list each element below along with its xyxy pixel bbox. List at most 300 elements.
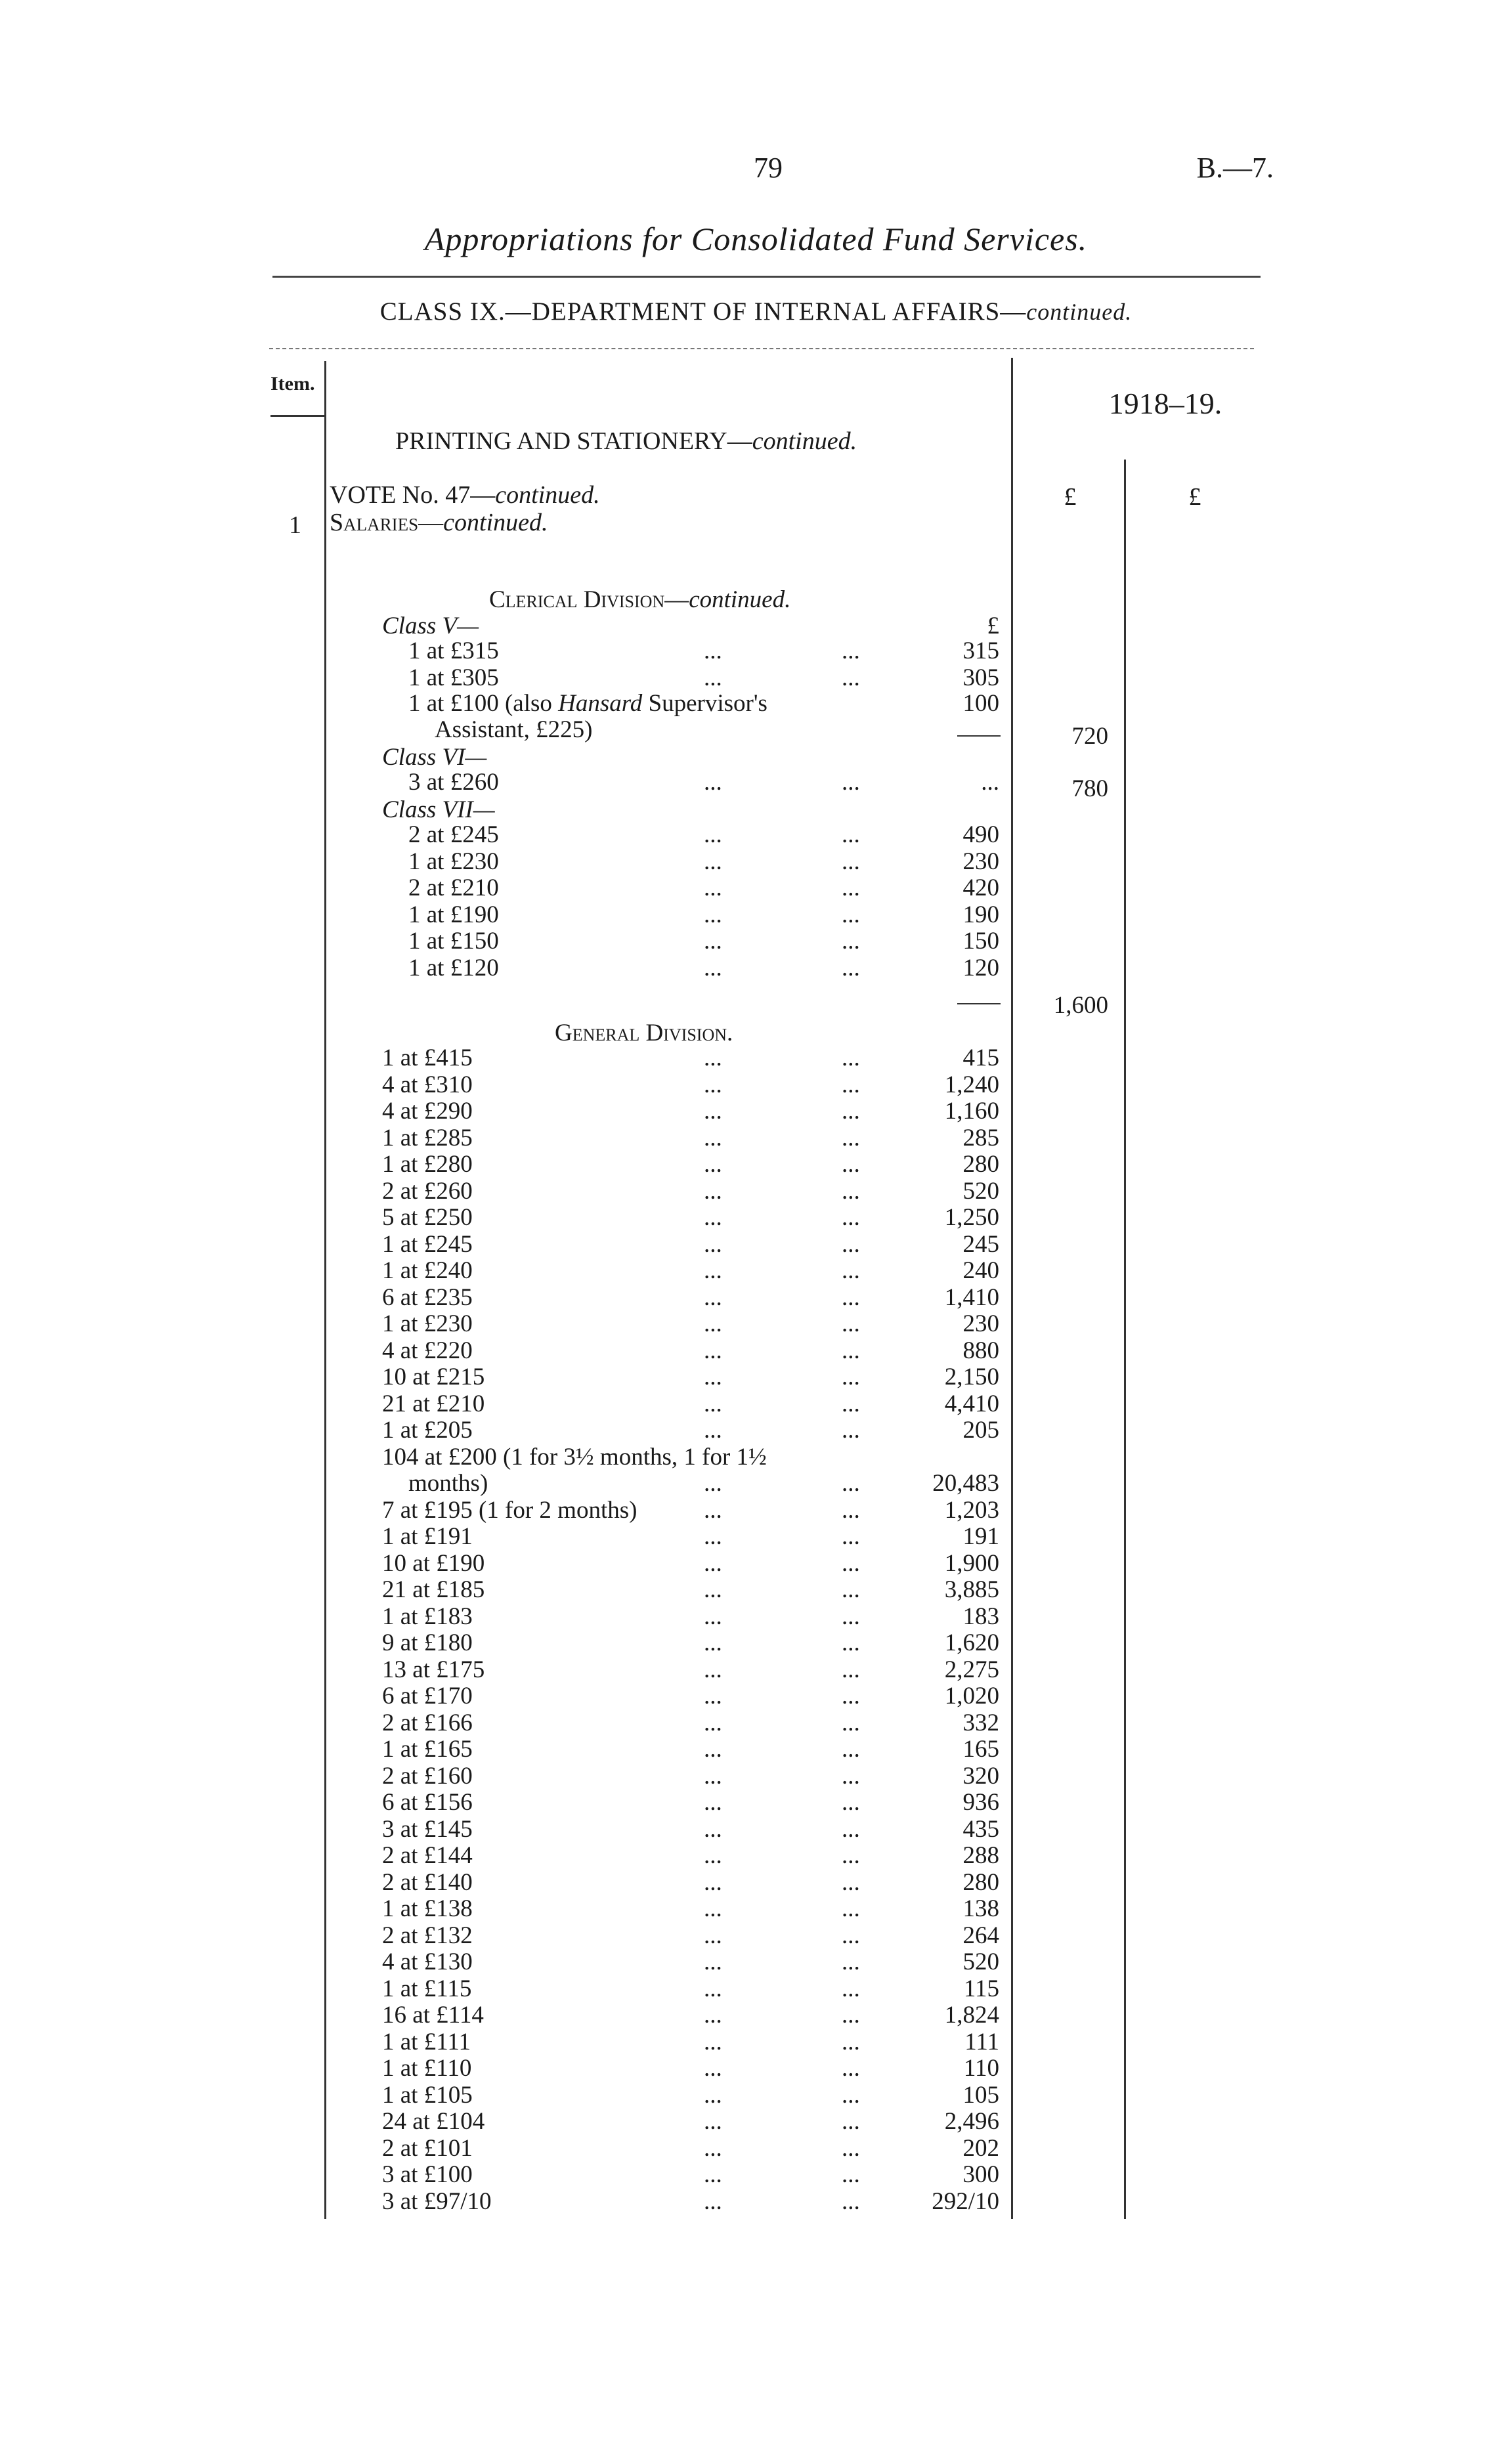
row-amount: 1,240	[944, 1071, 999, 1098]
row-amount: 1,160	[944, 1098, 999, 1125]
row-amount: 332	[962, 1709, 999, 1736]
leader-dots: ...	[842, 2002, 860, 2029]
ledger-row	[382, 1285, 999, 1311]
hansard-label-italic: Hansard	[558, 690, 643, 717]
leader-dots: ...	[842, 1177, 860, 1205]
row-label: 1 at £315	[408, 637, 499, 664]
leader-dots: ...	[842, 1470, 860, 1497]
row-amount: 105	[962, 2081, 999, 2109]
ledger-row	[382, 2055, 999, 2082]
leader-dots: ...	[704, 1257, 722, 1284]
leader-dots: ...	[704, 1177, 722, 1205]
leader-dots: ...	[704, 637, 722, 664]
item-column-rule	[324, 361, 326, 2219]
class-vii-sum-rule	[957, 1003, 1001, 1004]
salaries-heading-text: Salaries—	[330, 509, 444, 536]
leader-dots: ...	[704, 2108, 722, 2135]
ledger-row	[382, 1497, 999, 1524]
row-amount: 4,410	[944, 1390, 999, 1417]
row-amount: 183	[962, 1602, 999, 1630]
ledger-row	[382, 665, 999, 691]
row-amount: 110	[963, 2055, 999, 2082]
row-amount: 300	[962, 2161, 999, 2188]
leader-dots: ...	[842, 1151, 860, 1178]
leader-dots: ...	[842, 901, 860, 928]
leader-dots: ...	[704, 2134, 722, 2162]
leader-dots: ...	[842, 1895, 860, 1922]
leader-dots: ...	[704, 1204, 722, 1231]
row-amount: 1,824	[944, 2002, 999, 2029]
leader-dots: ...	[704, 2161, 722, 2188]
vote-heading-text: VOTE No. 47—	[330, 481, 496, 509]
leader-dots: ...	[842, 848, 860, 875]
ledger-row	[382, 1736, 999, 1763]
leader-dots: ...	[842, 2055, 860, 2082]
total-column-rule	[1124, 460, 1126, 2219]
ledger-row	[382, 875, 999, 901]
ledger-row	[382, 849, 999, 875]
salaries-heading	[330, 508, 548, 537]
row-label: 9 at £180	[382, 1629, 473, 1656]
row-amount: 315	[962, 637, 999, 664]
row-label: 1 at £285	[382, 1124, 473, 1151]
row-label: 2 at £160	[382, 1762, 473, 1790]
leader-dots: ...	[842, 1230, 860, 1258]
special-row-label: 104 at £200 (1 for 3½ months, 1 for 1½	[382, 1443, 767, 1471]
row-amount: 205	[962, 1417, 999, 1444]
leader-dots: ...	[842, 928, 860, 955]
pound-header-total: £	[1188, 483, 1201, 511]
leader-dots: ...	[704, 1815, 722, 1843]
clerical-division-heading	[489, 586, 790, 614]
row-label: 1 at £111	[382, 2028, 471, 2055]
title-rule	[272, 276, 1261, 278]
hansard-label-line2: Assistant, £225)	[435, 716, 593, 743]
row-amount: 230	[962, 848, 999, 875]
ledger-row	[382, 2082, 999, 2109]
clerical-pound-sign: £	[987, 612, 999, 639]
class-v-sum-rule	[957, 735, 1001, 737]
leader-dots: ...	[842, 637, 860, 664]
ledger-row	[382, 1311, 999, 1337]
ledger-row	[382, 1763, 999, 1790]
leader-dots: ...	[842, 1629, 860, 1656]
special-row	[382, 1444, 999, 1471]
leader-dots: ...	[842, 1523, 860, 1550]
document-reference: B.—7.	[1196, 152, 1274, 184]
leader-dots: ...	[704, 1098, 722, 1125]
row-amount: 280	[962, 1868, 999, 1896]
leader-dots: ...	[704, 1496, 722, 1524]
row-amount: 240	[962, 1257, 999, 1284]
leader-dots: ...	[842, 1337, 860, 1364]
vote-heading	[330, 481, 600, 509]
ledger-row	[382, 1870, 999, 1896]
leader-dots: ...	[842, 1204, 860, 1231]
leader-dots: ...	[842, 1496, 860, 1524]
special-row-amount: 20,483	[932, 1470, 999, 1497]
leader-dots: ...	[842, 874, 860, 901]
leader-dots: ...	[842, 1071, 860, 1098]
leader-dots: ...	[842, 1922, 860, 1949]
leader-dots: ...	[842, 1364, 860, 1390]
row-label: 1 at £230	[382, 1310, 473, 1337]
leader-dots: ...	[704, 2055, 722, 2082]
row-amount: 880	[962, 1337, 999, 1364]
ledger-row	[382, 1896, 999, 1922]
ledger-row	[382, 1710, 999, 1736]
leader-dots: ...	[842, 1257, 860, 1284]
row-label: 1 at £120	[408, 954, 499, 981]
leader-dots: ...	[704, 1364, 722, 1390]
row-amount: 280	[962, 1151, 999, 1178]
row-amount: 490	[962, 821, 999, 848]
leader-dots: ...	[842, 1576, 860, 1603]
row-label: 1 at £190	[408, 901, 499, 928]
ledger-row	[382, 2189, 999, 2215]
ledger-row	[382, 1338, 999, 1364]
hansard-row-continued	[382, 717, 999, 743]
leader-dots: ...	[842, 2081, 860, 2109]
ledger-row	[382, 1923, 999, 1949]
leader-dots: ...	[704, 1576, 722, 1603]
ledger-row	[382, 822, 999, 848]
ledger-row	[382, 1976, 999, 2002]
row-label: 4 at £290	[382, 1098, 473, 1125]
row-amount: 415	[962, 1044, 999, 1071]
ledger-row	[382, 1524, 999, 1550]
leader-dots: ...	[704, 1709, 722, 1736]
row-amount: 165	[962, 1736, 999, 1763]
class-heading-text: CLASS IX.—DEPARTMENT OF INTERNAL AFFAIRS—	[379, 297, 1027, 326]
ledger-row	[382, 1604, 999, 1630]
leader-dots: ...	[842, 1044, 860, 1071]
leader-dots: ...	[842, 1124, 860, 1151]
leader-dots: ...	[842, 2108, 860, 2135]
row-label: 4 at £310	[382, 1071, 473, 1098]
hansard-label	[408, 691, 767, 717]
row-label: 3 at £100	[382, 2161, 473, 2188]
leader-dots: ...	[842, 1815, 860, 1843]
class-vii-total: 1,600	[1053, 992, 1108, 1019]
row-label: 2 at £166	[382, 1709, 473, 1736]
leader-dots: ...	[704, 769, 722, 796]
row-amount: 1,900	[944, 1549, 999, 1577]
row-label: 6 at £170	[382, 1683, 473, 1709]
row-amount: 111	[964, 2028, 999, 2055]
row-amount: 115	[963, 1975, 999, 2002]
leader-dots: ...	[842, 2161, 860, 2188]
row-label: 1 at £191	[382, 1523, 473, 1550]
row-label: 21 at £185	[382, 1576, 485, 1603]
row-amount: 1,203	[944, 1496, 999, 1524]
row-label: 2 at £260	[382, 1177, 473, 1205]
leader-dots: ...	[704, 901, 722, 928]
ledger-row	[382, 1151, 999, 1178]
ledger-row	[382, 1178, 999, 1205]
row-amount: 2,496	[944, 2108, 999, 2135]
row-amount: 1,020	[944, 1683, 999, 1709]
row-amount: 202	[962, 2134, 999, 2162]
row-amount: 285	[962, 1124, 999, 1151]
row-label: 2 at £140	[382, 1868, 473, 1896]
page-title: Appropriations for Consolidated Fund Services.	[424, 221, 1088, 257]
section-title	[395, 427, 857, 456]
row-label: 4 at £130	[382, 1948, 473, 1975]
row-amount: 292/10	[932, 2187, 999, 2215]
leader-dots: ...	[704, 1922, 722, 1949]
detail-column-rule	[1011, 358, 1013, 2219]
row-label: 1 at £230	[408, 848, 499, 875]
row-amount: 936	[962, 1789, 999, 1816]
ledger-row	[382, 2029, 999, 2055]
ledger-row	[382, 1683, 999, 1709]
ledger-row	[382, 2162, 999, 2188]
class-vi-label: 3 at £260	[408, 769, 499, 796]
leader-dots: ...	[842, 1868, 860, 1896]
class-v-heading: Class V—	[382, 612, 479, 639]
leader-dots: ...	[842, 1390, 860, 1417]
leader-dots: ...	[704, 1549, 722, 1577]
ledger-row	[382, 2002, 999, 2029]
row-amount: 420	[962, 874, 999, 901]
leader-dots: ...	[842, 664, 860, 691]
section-title-text: PRINTING AND STATIONERY—	[395, 427, 752, 455]
ledger-row	[382, 1816, 999, 1843]
class-heading	[0, 297, 1512, 326]
salaries-heading-continued: continued.	[443, 509, 548, 536]
row-label: 1 at £105	[382, 2081, 473, 2109]
leader-dots: ...	[704, 928, 722, 955]
row-amount: 1,620	[944, 1629, 999, 1656]
row-label: 1 at £305	[408, 664, 499, 691]
row-label: 7 at £195 (1 for 2 months)	[382, 1496, 637, 1524]
leader-dots: ...	[842, 769, 860, 796]
leader-dots: ...	[842, 1975, 860, 2002]
row-label: 1 at £205	[382, 1417, 473, 1444]
row-amount: 3,885	[944, 1576, 999, 1603]
row-label: 16 at £114	[382, 2002, 484, 2029]
row-amount: 305	[962, 664, 999, 691]
row-label: 21 at £210	[382, 1390, 485, 1417]
hansard-label-part1: 1 at £100 (also	[408, 690, 559, 717]
row-amount: 2,150	[944, 1364, 999, 1390]
row-label: 1 at £415	[382, 1044, 473, 1071]
page-number: 79	[754, 152, 783, 184]
section-title-continued: continued.	[752, 427, 857, 455]
leader-dots: ...	[842, 1310, 860, 1337]
class-vi-row	[382, 769, 999, 796]
hansard-amount: 100	[962, 690, 999, 717]
row-label: 10 at £190	[382, 1549, 485, 1577]
row-amount: 264	[962, 1922, 999, 1949]
leader-dots: ...	[704, 1044, 722, 1071]
ledger-row	[382, 1391, 999, 1417]
leader-dots: ...	[842, 1762, 860, 1790]
leader-dots: ...	[842, 1417, 860, 1444]
ledger-row	[382, 1843, 999, 1869]
row-label: 6 at £235	[382, 1283, 473, 1311]
special-row-continued	[382, 1471, 999, 1497]
row-label: 4 at £220	[382, 1337, 473, 1364]
class-vi-amount: ...	[981, 769, 999, 796]
leader-dots: ...	[704, 1151, 722, 1178]
row-label: 1 at £240	[382, 1257, 473, 1284]
leader-dots: ...	[704, 1602, 722, 1630]
leader-dots: ...	[704, 1975, 722, 2002]
leader-dots: ...	[704, 2187, 722, 2215]
leader-dots: ...	[842, 1602, 860, 1630]
class-heading-rule	[269, 348, 1254, 349]
leader-dots: ...	[704, 2028, 722, 2055]
ledger-row	[382, 1232, 999, 1258]
leader-dots: ...	[704, 1124, 722, 1151]
row-label: 2 at £132	[382, 1922, 473, 1949]
row-label: 2 at £245	[408, 821, 499, 848]
row-amount: 520	[962, 1948, 999, 1975]
ledger-row	[382, 1205, 999, 1231]
item-column-header: Item.	[270, 373, 315, 395]
leader-dots: ...	[842, 1948, 860, 1975]
leader-dots: ...	[704, 1842, 722, 1869]
row-label: 1 at £150	[408, 928, 499, 955]
leader-dots: ...	[704, 1948, 722, 1975]
leader-dots: ...	[704, 1789, 722, 1816]
row-label: 1 at £183	[382, 1602, 473, 1630]
row-amount: 230	[962, 1310, 999, 1337]
leader-dots: ...	[704, 1390, 722, 1417]
row-label: 10 at £215	[382, 1364, 485, 1390]
row-amount: 138	[962, 1895, 999, 1922]
row-amount: 191	[962, 1523, 999, 1550]
leader-dots: ...	[842, 1683, 860, 1709]
leader-dots: ...	[704, 954, 722, 981]
leader-dots: ...	[704, 1283, 722, 1311]
class-v-total: 720	[1071, 723, 1108, 750]
row-amount: 435	[962, 1815, 999, 1843]
leader-dots: ...	[704, 1895, 722, 1922]
row-label: 2 at £101	[382, 2134, 473, 2162]
ledger-row	[382, 902, 999, 928]
leader-dots: ...	[842, 1789, 860, 1816]
row-amount: 2,275	[944, 1656, 999, 1683]
leader-dots: ...	[842, 1709, 860, 1736]
leader-dots: ...	[704, 1071, 722, 1098]
ledger-row	[382, 1657, 999, 1683]
row-label: 6 at £156	[382, 1789, 473, 1816]
general-division-heading: General Division.	[555, 1020, 733, 1046]
row-label: 1 at £110	[382, 2055, 472, 2082]
row-amount: 288	[962, 1842, 999, 1869]
leader-dots: ...	[704, 1629, 722, 1656]
ledger-row	[382, 638, 999, 664]
leader-dots: ...	[704, 848, 722, 875]
ledger-row	[382, 928, 999, 955]
class-vi-heading: Class VI—	[382, 744, 487, 771]
ledger-row	[382, 1630, 999, 1656]
leader-dots: ...	[704, 1762, 722, 1790]
ledger-row	[382, 1072, 999, 1098]
leader-dots: ...	[704, 1868, 722, 1896]
class-vii-heading: Class VII—	[382, 796, 495, 823]
ledger-row	[382, 1417, 999, 1444]
ledger-row	[382, 2109, 999, 2135]
ledger-row	[382, 1551, 999, 1577]
row-label: 5 at £250	[382, 1204, 473, 1231]
row-amount: 1,410	[944, 1283, 999, 1311]
row-label: 13 at £175	[382, 1656, 485, 1683]
row-amount: 1,250	[944, 1204, 999, 1231]
row-amount: 120	[962, 954, 999, 981]
row-label: 24 at £104	[382, 2108, 485, 2135]
row-amount: 150	[962, 928, 999, 955]
leader-dots: ...	[704, 821, 722, 848]
row-label: 1 at £115	[382, 1975, 472, 2002]
leader-dots: ...	[842, 2134, 860, 2162]
leader-dots: ...	[842, 1842, 860, 1869]
leader-dots: ...	[842, 954, 860, 981]
row-label: 3 at £97/10	[382, 2187, 492, 2215]
row-amount: 190	[962, 901, 999, 928]
leader-dots: ...	[704, 1470, 722, 1497]
leader-dots: ...	[842, 1736, 860, 1763]
item-number: 1	[289, 511, 301, 539]
year-header: 1918–19.	[1108, 387, 1222, 420]
clerical-heading-text: Clerical Division—	[489, 586, 689, 613]
row-label: 1 at £245	[382, 1230, 473, 1258]
leader-dots: ...	[704, 1337, 722, 1364]
ledger-row	[382, 1098, 999, 1125]
leader-dots: ...	[842, 821, 860, 848]
leader-dots: ...	[704, 1656, 722, 1683]
ledger-row	[382, 1364, 999, 1390]
ledger-row	[382, 1577, 999, 1603]
leader-dots: ...	[704, 1310, 722, 1337]
leader-dots: ...	[704, 1736, 722, 1763]
class-vi-total: 780	[1071, 775, 1108, 802]
row-amount: 320	[962, 1762, 999, 1790]
ledger-row	[382, 1125, 999, 1151]
leader-dots: ...	[704, 874, 722, 901]
ledger-row	[382, 1045, 999, 1071]
leader-dots: ...	[704, 664, 722, 691]
ledger-row	[382, 1949, 999, 1975]
row-label: 3 at £145	[382, 1815, 473, 1843]
leader-dots: ...	[704, 1683, 722, 1709]
leader-dots: ...	[704, 2081, 722, 2109]
leader-dots: ...	[842, 1656, 860, 1683]
row-label: 1 at £280	[382, 1151, 473, 1178]
leader-dots: ...	[704, 1230, 722, 1258]
row-label: 2 at £210	[408, 874, 499, 901]
row-label: 2 at £144	[382, 1842, 473, 1869]
leader-dots: ...	[704, 1523, 722, 1550]
leader-dots: ...	[842, 2028, 860, 2055]
row-amount: 520	[962, 1177, 999, 1205]
class-heading-continued: continued.	[1026, 299, 1133, 325]
ledger-row	[382, 1258, 999, 1284]
ledger-row	[382, 1790, 999, 1816]
vote-heading-continued: continued.	[495, 481, 600, 509]
leader-dots: ...	[842, 1098, 860, 1125]
row-label: 1 at £138	[382, 1895, 473, 1922]
leader-dots: ...	[842, 1283, 860, 1311]
leader-dots: ...	[842, 1549, 860, 1577]
leader-dots: ...	[704, 2002, 722, 2029]
hansard-row	[382, 691, 999, 717]
hansard-label-part3: Supervisor's	[642, 690, 767, 717]
leader-dots: ...	[704, 1417, 722, 1444]
